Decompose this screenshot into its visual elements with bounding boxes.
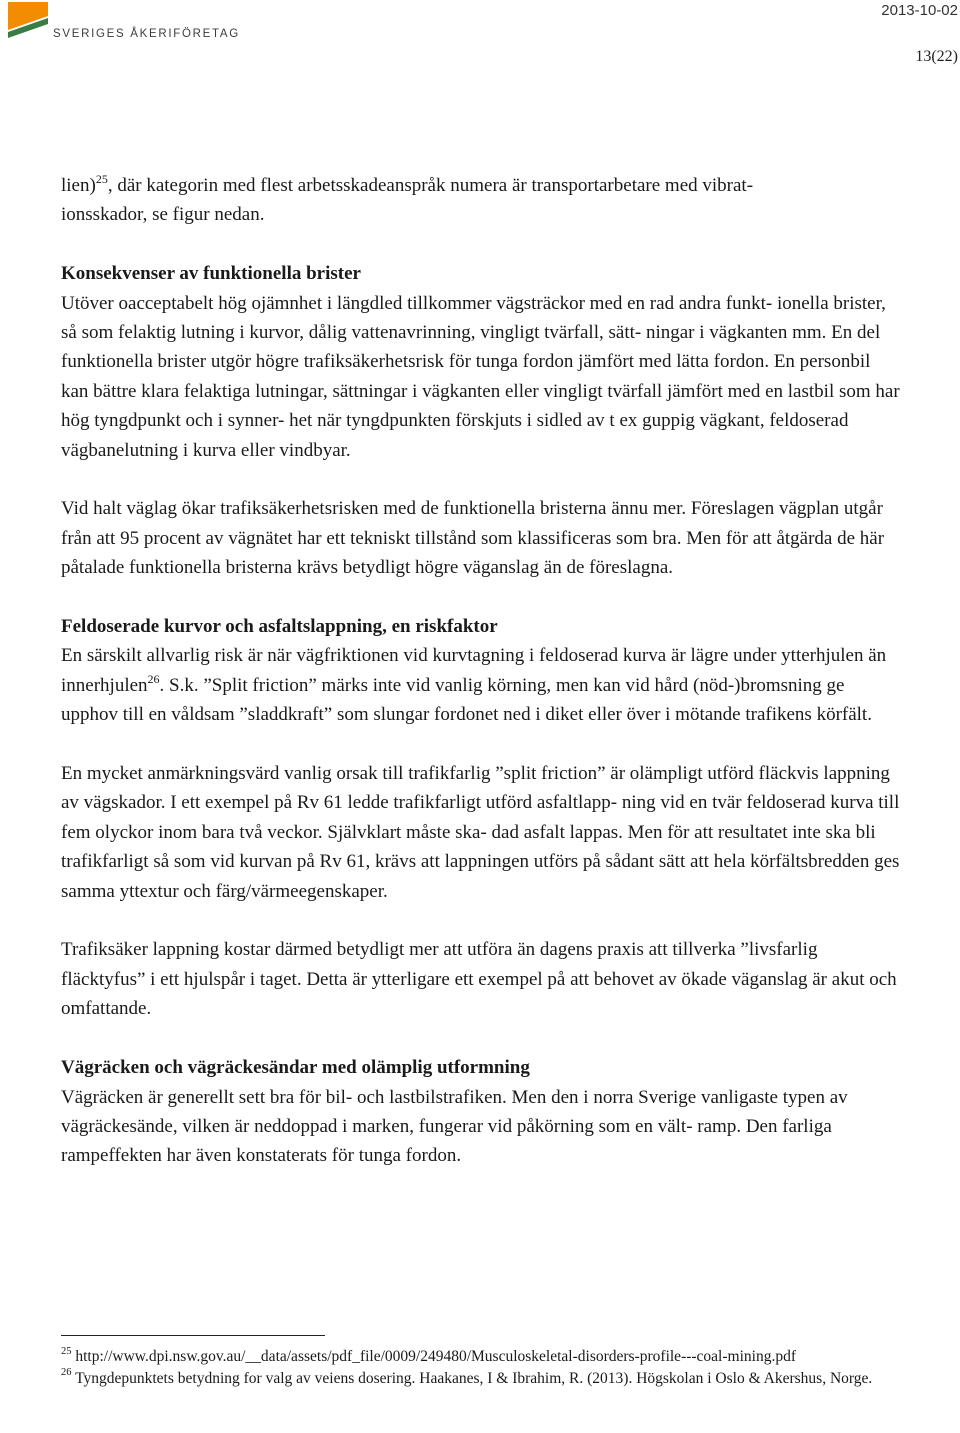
section-heading-konsekvenser: Konsekvenser av funktionella brister: [61, 263, 361, 285]
logo-text: SVERIGES ÅKERIFÖRETAG: [53, 28, 240, 40]
footnote-25-link[interactable]: http://www.dpi.nsw.gov.au/__data/assets/pdf_file/0009/249480/Musculoskeletal-disorders-profile---coal-mining.pdf: [75, 1348, 796, 1365]
footnote-ref-26[interactable]: 26: [147, 671, 160, 686]
paragraph-konsekvenser-2: Vid halt väglag ökar trafiksäkerhetsrisken med de funktionella bristerna ännu mer. Föreslagen vägplan utgår från att 95 procent av vägnätet har ett tekniskt tillstånd som klassificeras som bra. Men för att åtgärda de här påtalade funktionella bristerna krävs betydligt högre väganslag än de föreslagna.: [61, 498, 885, 579]
paragraph-feldoserade-1: En särskilt allvarlig risk är när vägfriktionen vid kurvtagning i feldoserad kurva är lägre under ytterhjulen än innerhjulen$^{26}$. S.k. ”Split friction” märks inte vid vanlig körning, men kan vid hård (nöd-)bromsning ge upphov till en våldsam ”sladdkraft” som slungar fordonet ned i diket eller över i mötande trafikens körfält.: [61, 645, 887, 726]
section-heading-vagracken: Vägräcken och vägräckesändar med olämplig utformning: [61, 1057, 530, 1079]
paragraph-feldoserade-2: En mycket anmärkningsvärd vanlig orsak till trafikfarlig ”split friction” är olämpligt utförd fläckvis lappning av vägskador. I ett exempel på Rv 61 ledde trafikfarligt utförd asfaltlapp- ning vid en tvär feldoserad kurva till fem olyckor inom bara två veckor. Självklart måste ska- dad asfalt lappas. Men för att resultatet inte ska bli trafikfarligt så som vid kurvan på Rv 61, krävs att lappningen utförs på sådant sätt att hela körfältsbredden ges samma yttextur och färg/värmeegenskaper.: [61, 763, 900, 902]
paragraph-konsekvenser-1: Utöver oacceptabelt hög ojämnhet i längdled tillkommer vägsträckor med en rad andra funkt- ionella brister, så som felaktig lutning i kurvor, dålig vattenavrinning, vingligt tvärfall, sätt- ningar i vägkanten mm. En del funktionella brister utgör högre trafiksäkerhetsrisk för tunga fordon jämfört med lätta fordon. En personbil kan bättre klara felaktiga lutningar, sättningar i vägkanten eller vingligt tvärfall jämfört med en lastbil som har hög tyngdpunkt och i synner- het när tyngdpunkten förskjuts i sidled av t ex guppig vägkant, feldoserad vägbanelutning i kurva eller vindbyar.: [61, 292, 900, 461]
footnote-ref-25[interactable]: 25: [95, 171, 108, 186]
paragraph-vagracken-1: Vägräcken är generellt sett bra för bil- och lastbilstrafiken. Men den i norra Sverige vanligaste typen av vägräckesände, vilken är neddoppad i marken, fungerar vid påkörning som en vält- ramp. Den farliga rampeffekten har även konstaterats för tunga fordon.: [61, 1086, 848, 1167]
footnote-divider: [61, 1335, 325, 1336]
logo-mark-icon: [8, 2, 48, 46]
footnote-26: $^{26}$ Tyngdepunktets betydning for valg av veiens dosering. Haakanes, I & Ibrahim, R. (2013). Högskolan i Oslo & Akershus, Norge.: [61, 1367, 873, 1387]
footnotes: [61, 1346, 901, 1389]
company-logo: [8, 2, 268, 46]
document-date: 2013-10-02: [881, 2, 958, 19]
page-number: 13(22): [915, 48, 958, 65]
intro-paragraph: lien)$^{25}$, där kategorin med flest arbetsskadeanspråk numera är transportarbetare med vibrat- ionsskador, se figur nedan.: [61, 171, 754, 226]
main-content: [61, 171, 901, 1171]
paragraph-feldoserade-3: Trafiksäker lappning kostar därmed betydligt mer att utföra än dagens praxis att tillverka ”livsfarlig fläcktyfus” i ett hjulspår i taget. Detta är ytterligare ett exempel på att behovet av ökade väganslag är akut och omfattande.: [61, 939, 897, 1020]
footnote-25: $^{25}$ http://www.dpi.nsw.gov.au/__data/assets/pdf_file/0009/249480/Musculoskeletal-disorders-profile---coal-mining.pdf: [61, 1345, 796, 1365]
section-heading-feldoserade: Feldoserade kurvor och asfaltslappning, en riskfaktor: [61, 616, 498, 638]
